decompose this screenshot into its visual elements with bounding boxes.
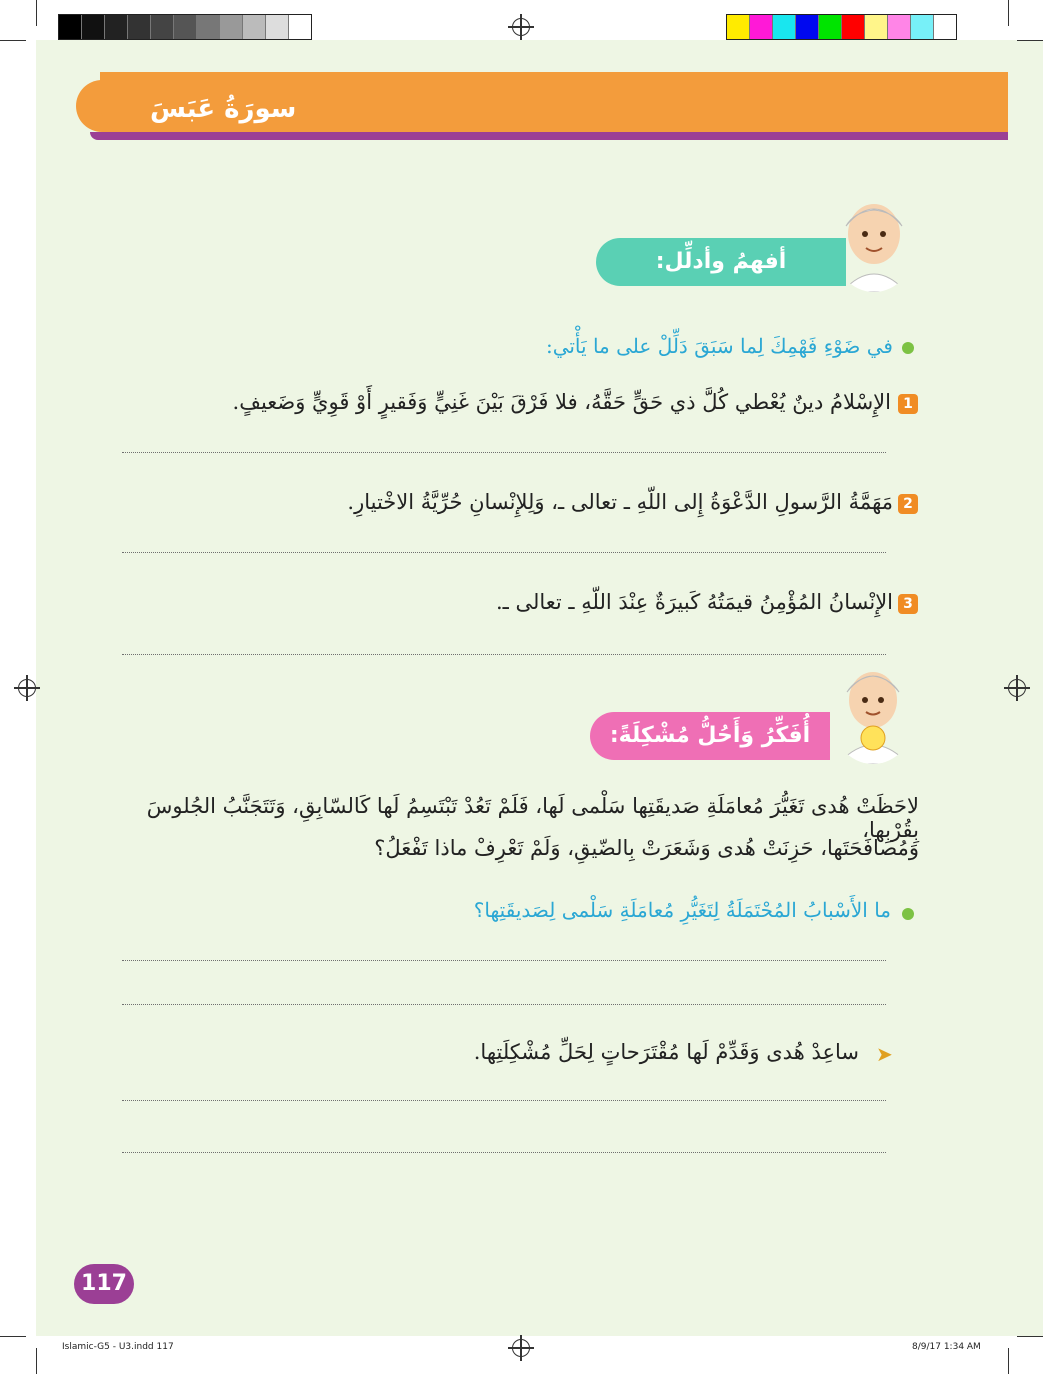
answer-line[interactable]: [122, 960, 886, 961]
section-title-understand: أفهمُ وأدلِّل:: [596, 238, 846, 286]
arrow-bullet-icon: ➤: [876, 1042, 893, 1066]
footer-date: 8/9/17 1:34 AM: [912, 1342, 981, 1352]
registration-target-icon: [512, 18, 530, 36]
registration-target-icon: [1008, 679, 1026, 697]
understand-item-text: الإِسْلامُ دينٌ يُعْطي كُلَّ ذي حَقٍّ حَقَّهُ، فلا فَرْقَ بَيْنَ غَنِيٍّ وَفَقيرٍ أَوْ قَوِيٍّ وَضَعيفٍ.: [232, 390, 891, 414]
understand-prompt: في ضَوْءِ فَهْمِكَ لِما سَبَقَ دَلِّلْ على ما يَأْتي:: [545, 334, 893, 358]
grayscale-registration-strip: [58, 14, 312, 40]
bullet-icon: [902, 342, 914, 354]
crop-mark: [0, 1336, 26, 1337]
problem-paragraph: وَمُصافَحَتَها، حَزِنَتْ هُدى وَشَعَرَتْ بِالضّيقِ، وَلَمْ تَعْرِفْ ماذا تَفْعَلُ؟: [374, 836, 919, 860]
crop-mark: [36, 0, 37, 26]
understand-item-text: مَهَمَّةُ الرَّسولِ الدَّعْوَةُ إِلى اللّهِ ـ تعالى ـ، وَلِلإِنْسانِ حُرِّيَّةُ الاخْتيارِ.: [347, 490, 893, 514]
registration-target-icon: [512, 1339, 530, 1357]
crop-mark: [1017, 1336, 1043, 1337]
item-number-badge: 3: [898, 594, 918, 614]
footer-file-info: Islamic-G5 - U3.indd 117: [62, 1342, 174, 1352]
answer-line[interactable]: [122, 654, 886, 655]
answer-line[interactable]: [122, 552, 886, 553]
item-number-badge: 1: [898, 394, 918, 414]
bullet-icon: [902, 908, 914, 920]
color-registration-strip: [726, 14, 957, 40]
crop-mark: [1008, 1348, 1009, 1374]
think-question: ما الأَسْبابُ المُحْتَمَلَةُ لِتَغَيُّرِ مُعامَلَةِ سَلْمى لِصَديقَتِها؟: [473, 898, 891, 922]
think-task: ساعِدْ هُدى وَقَدِّمْ لَها مُقْتَرَحاتٍ لِحَلِّ مُشْكِلَتِها.: [473, 1040, 859, 1064]
crop-mark: [1017, 40, 1043, 41]
crop-mark: [1008, 0, 1009, 26]
boy-avatar-icon: [832, 196, 916, 292]
registration-target-icon: [18, 679, 36, 697]
answer-line[interactable]: [122, 1100, 886, 1101]
understand-item-text: الإِنْسانُ المُؤْمِنُ قيمَتُهُ كَبيرَةٌ عِنْدَ اللّهِ ـ تعالى ـ.: [495, 590, 893, 614]
crop-mark: [0, 40, 26, 41]
header-banner-stripe: [90, 132, 1008, 140]
crop-mark: [36, 1348, 37, 1374]
answer-line[interactable]: [122, 1004, 886, 1005]
item-number-badge: 2: [898, 494, 918, 514]
chapter-title: سورَةُ عَبَسَ: [150, 94, 297, 124]
answer-line[interactable]: [122, 1152, 886, 1153]
page-number: 117: [74, 1264, 134, 1304]
problem-paragraph: لاحَظَتْ هُدى تَغَيُّرَ مُعامَلَةِ صَديقَتِها سَلْمى لَها، فَلَمْ تَعُدْ تَبْتَسِمُ لَها كَالسّابِقِ، وَتَتَجَنَّبُ الجُلوسَ بِقُرْبِها،: [146, 794, 919, 842]
answer-line[interactable]: [122, 452, 886, 453]
section-title-think: أُفَكِّرُ وَأَحُلُّ مُشْكِلَةً:: [590, 712, 830, 760]
boy-with-lightbulb-icon: [830, 664, 916, 764]
